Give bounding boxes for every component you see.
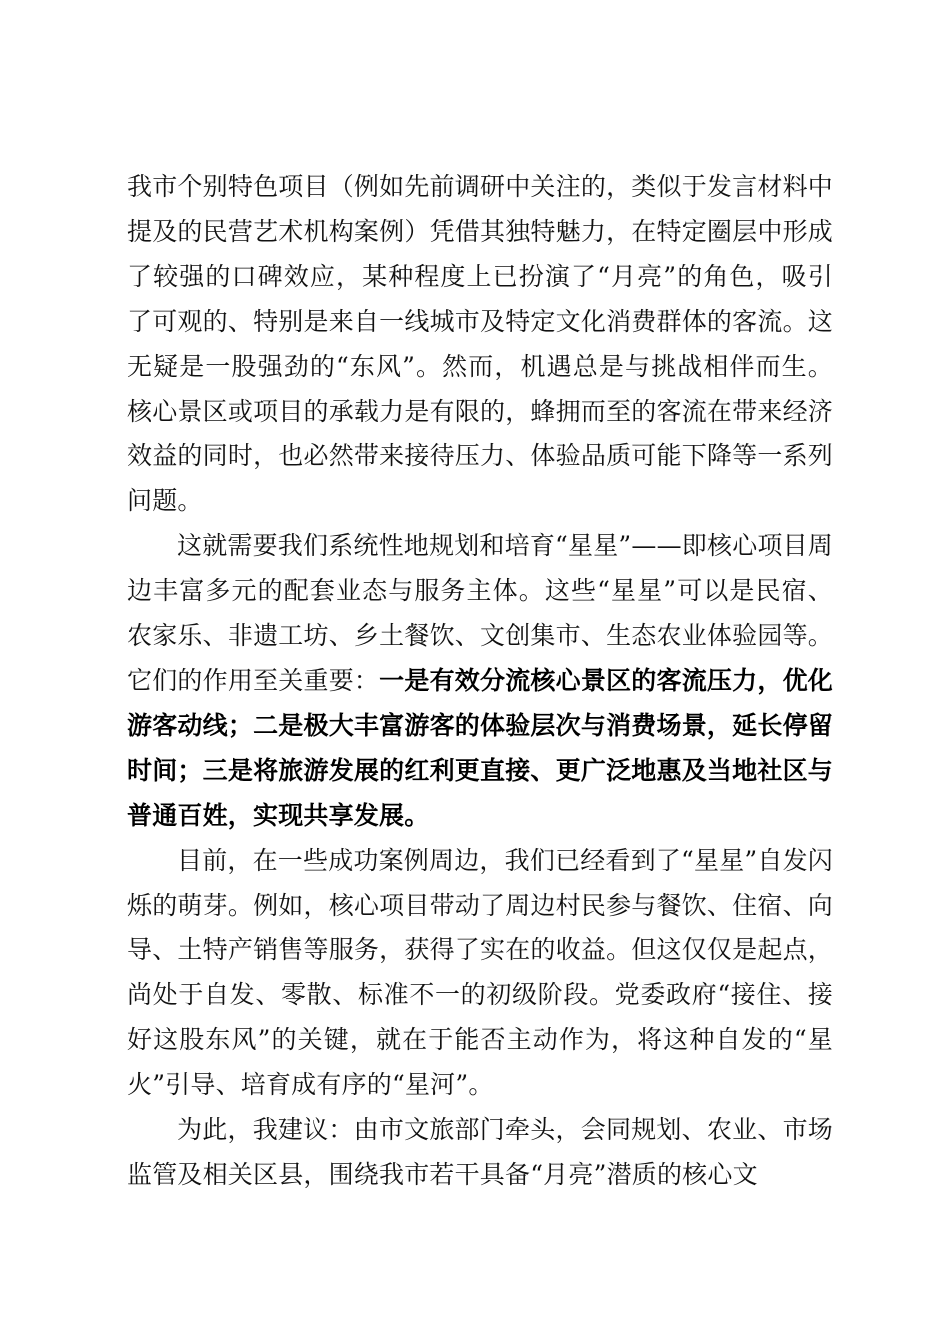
paragraph-2-emphasis: 一是有效分流核心景区的客流压力，优化游客动线；二是极大丰富游客的体验层次与消费场景，延长停留时间；三是将旅游发展的红利更直接、更广泛地惠及当地社区与普通百姓，实现共享发展。 [127, 665, 833, 830]
paragraph-1-text: 我市个别特色项目（例如先前调研中关注的，类似于发言材料中提及的民营艺术机构案例）凭借其独特魅力，在特定圈层中形成了较强的口碑效应，某种程度上已扮演了“月亮”的角色，吸引了可观的、特别是来自一线城市及特定文化消费群体的客流。这无疑是一股强劲的“东风”。然而，机遇总是与挑战相伴而生。核心景区或项目的承载力是有限的，蜂拥而至的客流在带来经济效益的同时，也必然带来接待压力、体验品质可能下降等一系列问题。 [127, 172, 833, 516]
paragraph-3 [127, 839, 833, 1108]
paragraph-2-text: 这就需要我们系统性地规划和培育“星星”——即核心项目周边丰富多元的配套业态与服务主体。这些“星星”可以是民宿、农家乐、非遗工坊、乡土餐饮、文创集市、生态农业体验园等。它们的作用至关重要： [127, 531, 833, 695]
document-body [127, 165, 833, 1198]
paragraph-1 [127, 165, 833, 524]
paragraph-3-text: 目前，在一些成功案例周边，我们已经看到了“星星”自发闪烁的萌芽。例如，核心项目带动了周边村民参与餐饮、住宿、向导、土特产销售等服务，获得了实在的收益。但这仅仅是起点，尚处于自发、零散、标准不一的初级阶段。党委政府“接住、接好这股东风”的关键，就在于能否主动作为，将这种自发的“星火”引导、培育成有序的“星河”。 [127, 845, 833, 1100]
paragraph-4-text: 为此，我建议：由市文旅部门牵头，会同规划、农业、市场监管及相关区县，围绕我市若干具备“月亮”潜质的核心文 [127, 1115, 833, 1189]
paragraph-4 [127, 1108, 833, 1198]
paragraph-2 [127, 524, 833, 838]
